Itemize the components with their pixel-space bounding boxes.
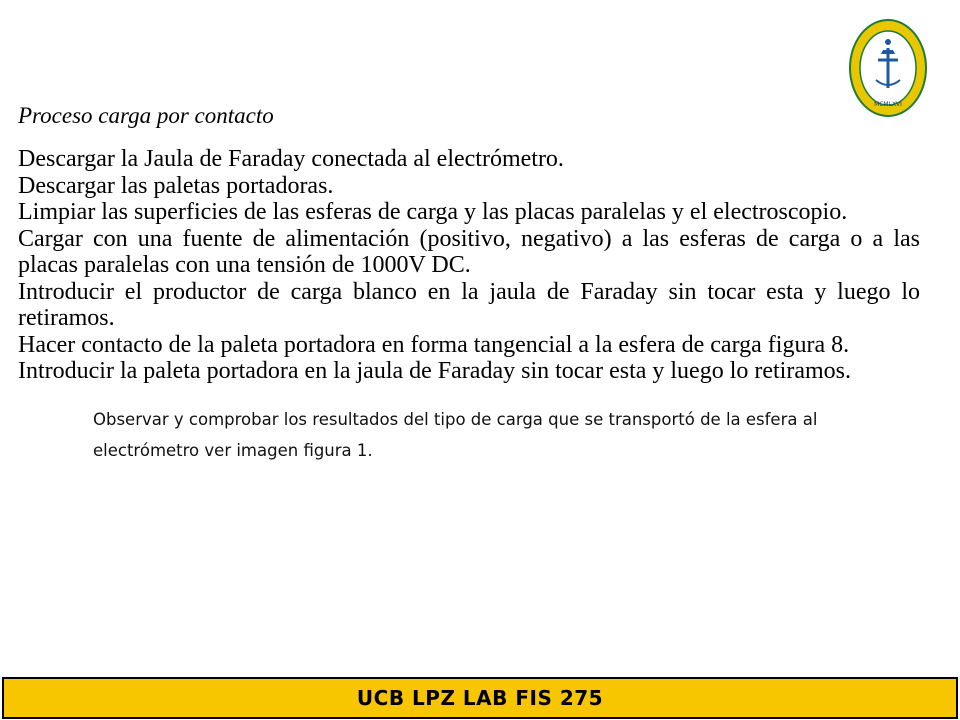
step-6: Hacer contacto de la paleta portadora en forma tangencial a la esfera de carga figura 8. [18, 331, 850, 358]
university-logo [848, 18, 928, 118]
seal-year-text: MCMLXVI [874, 101, 902, 108]
procedure-steps [18, 146, 920, 385]
step-2: Descargar las paletas portadoras. [18, 172, 334, 199]
footer-bar [2, 677, 958, 719]
step-1: Descargar la Jaula de Faraday conectada al electrómetro. [18, 146, 564, 172]
ucb-seal-icon [848, 18, 928, 118]
step-7: Introducir la paleta portadora en la jaula de Faraday sin tocar esta y luego lo retiramos. [18, 358, 852, 384]
step-3: Limpiar las superficies de las esferas de carga y las placas paralelas y el electroscopio. [18, 199, 848, 225]
footer-label: UCB LPZ LAB FIS 275 [356, 686, 604, 710]
observation-note: Observar y comprobar los resultados del tipo de carga que se transportó de la esfera al electrómetro ver imagen figura 1. [93, 410, 818, 460]
slide-subtitle: Proceso carga por contacto [18, 103, 274, 128]
step-4: Cargar con una fuente de alimentación (positivo, negativo) a las esferas de carga o a las placas paralelas con una tensión de 1000V DC. [18, 225, 920, 278]
step-5: Introducir el productor de carga blanco en la jaula de Faraday sin tocar esta y luego lo retiramos. [18, 278, 920, 331]
